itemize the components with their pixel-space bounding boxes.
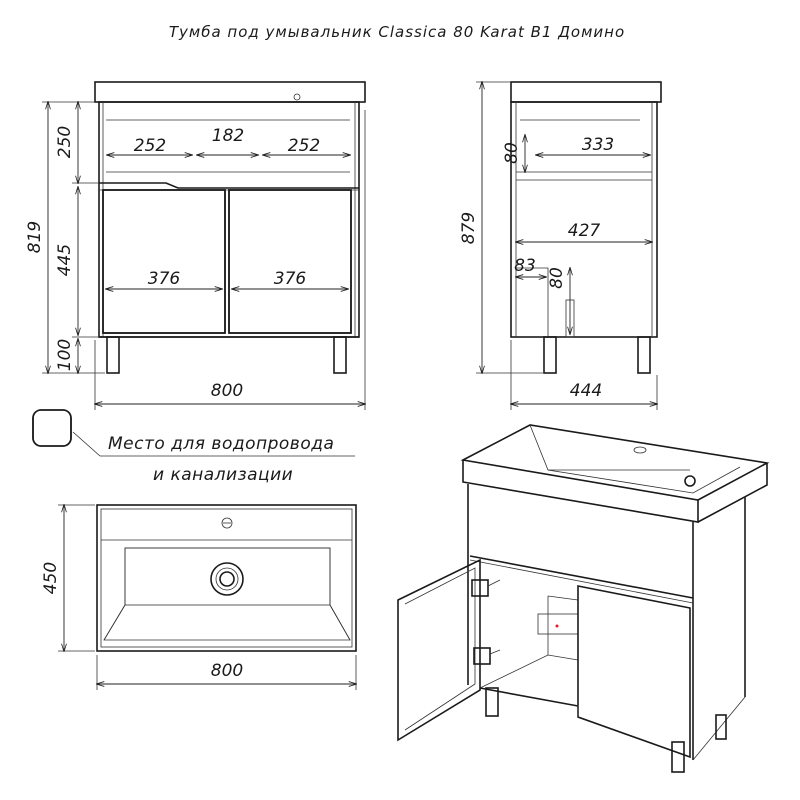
- legend: [33, 410, 355, 485]
- legend-line-1: Место для водопровода: [108, 434, 335, 454]
- dim-section-legs: 100: [55, 338, 75, 372]
- dim-drawer-right: 252: [287, 136, 321, 156]
- dim-cutout-width: 83: [514, 256, 536, 276]
- dim-top-depth: 450: [41, 561, 61, 595]
- dim-drawer-mid: 182: [211, 126, 245, 146]
- side-view: [459, 82, 661, 410]
- dim-top-width: 800: [210, 661, 244, 681]
- legend-line-2: и канализации: [153, 465, 294, 485]
- dim-upper-height: 80: [502, 142, 522, 164]
- dim-cutout-height: 80: [547, 267, 567, 289]
- legend-symbol: [33, 410, 71, 446]
- dim-door-left: 376: [147, 269, 181, 289]
- isometric-view: [398, 425, 767, 772]
- dim-side-depth: 444: [569, 381, 603, 401]
- dim-section-drawer: 250: [55, 125, 75, 159]
- dim-upper-depth: 333: [581, 135, 615, 155]
- top-view: [41, 505, 356, 690]
- front-view: [25, 82, 365, 410]
- dim-section-doors: 445: [55, 243, 75, 277]
- drawing-title: Тумба под умывальник Classica 80 Karat B1 Домино: [168, 23, 626, 41]
- dim-door-right: 376: [273, 269, 307, 289]
- dim-side-total-height: 879: [459, 211, 479, 245]
- dim-inner-depth: 427: [567, 221, 601, 241]
- dim-total-height: 819: [25, 220, 45, 254]
- dim-drawer-left: 252: [133, 136, 167, 156]
- dim-front-width: 800: [210, 381, 244, 401]
